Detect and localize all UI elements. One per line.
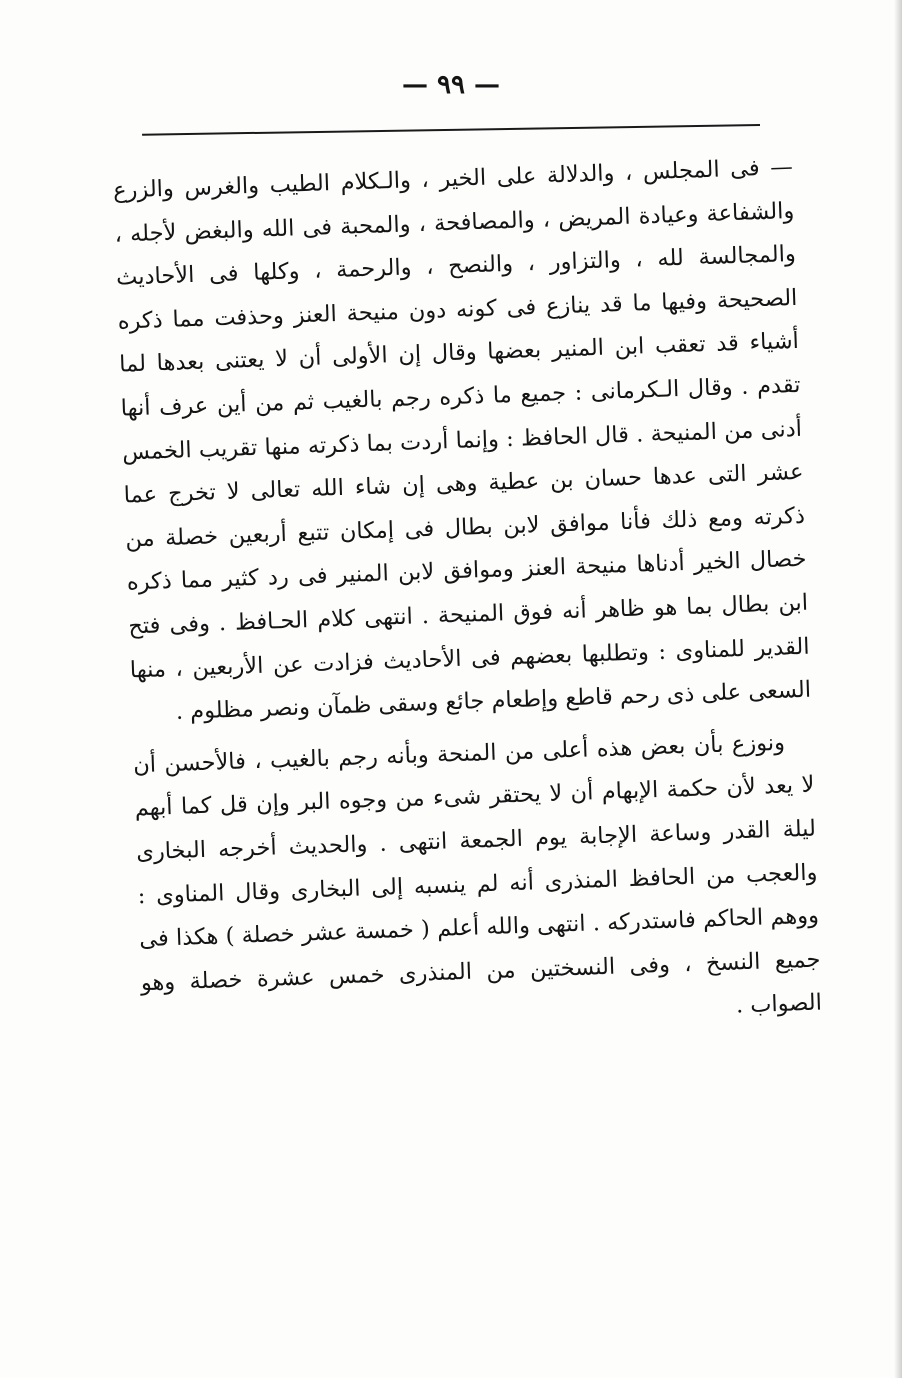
- paragraph-1: — فى المجلس ، والدلالة على الخير ، والـكلام الطيب والغرس والزرع والشفاعة وعيادة المريض ، والمصافحة ، والمحبة فى الله والبغض لأجله ، والمجالسة لله ، والتزاور ، والنصح ، والرحمة ، وكلها فى الأحاديث الصحيحة وفيها ما قد ينازع فى كونه دون منيحة العنز وحذفت مما ذكره أشياء قد تعقب ابن المنير بعضها وقال إن الأولى أن لا يعتنى بعدها لما تقدم . وقال الـكرمانى : جميع ما ذكره رجم بالغيب ثم من أين عرف أنها أدنى من المنيحة . قال الحافظ : وإنما أردت بما ذكرته منها تقريب الخمس عشر التى عدها حسان بن عطية وهى إن شاء الله تعالى لا تخرج عما ذكرته ومع ذلك فأنا موافق لابن بطال فى إمكان تتبع أربعين خصلة من خصال الخير أدناها منيحة العنز وموافق لابن المنير فى رد كثير مما ذكره ابن بطال بما هو ظاهر أنه فوق المنيحة . انتهى كلام الحـافظ . وفى فتح القدير للمناوى : وتطلبها بعضهم فى الأحاديث فزادت عن الأربعين ، منها السعى على ذى رحم قاطع وإطعام جائع وسقى ظمآن ونصر مظلوم .: [112, 153, 812, 725]
- page-edge-shadow: [894, 0, 902, 1378]
- page-number: — ٩٩ —: [401, 70, 501, 100]
- body-text: [112, 146, 822, 1049]
- header-rule: [142, 124, 760, 136]
- paragraph-2: ونوزع بأن بعض هذه أعلى من المنحة وبأنه رجم بالغيب ، فالأحسن أن لا يعد لأن حكمة الإبهام أن لا يحتقر شىء من وجوه البر وإن قل كما أبهم ليلة القدر وساعة الإجابة يوم الجمعة انتهى . والحديث أخرجه البخارى والعجب من الحافظ المنذرى أنه لم ينسبه إلى البخارى وقال المناوى : ووهم الحاكم فاستدركه . انتهى والله أعلم ( خمسة عشر خصلة ) هكذا فى جميع النسخ ، وفى النسختين من المنذرى خمس عشرة خصلة وهو الصواب .: [132, 729, 823, 1019]
